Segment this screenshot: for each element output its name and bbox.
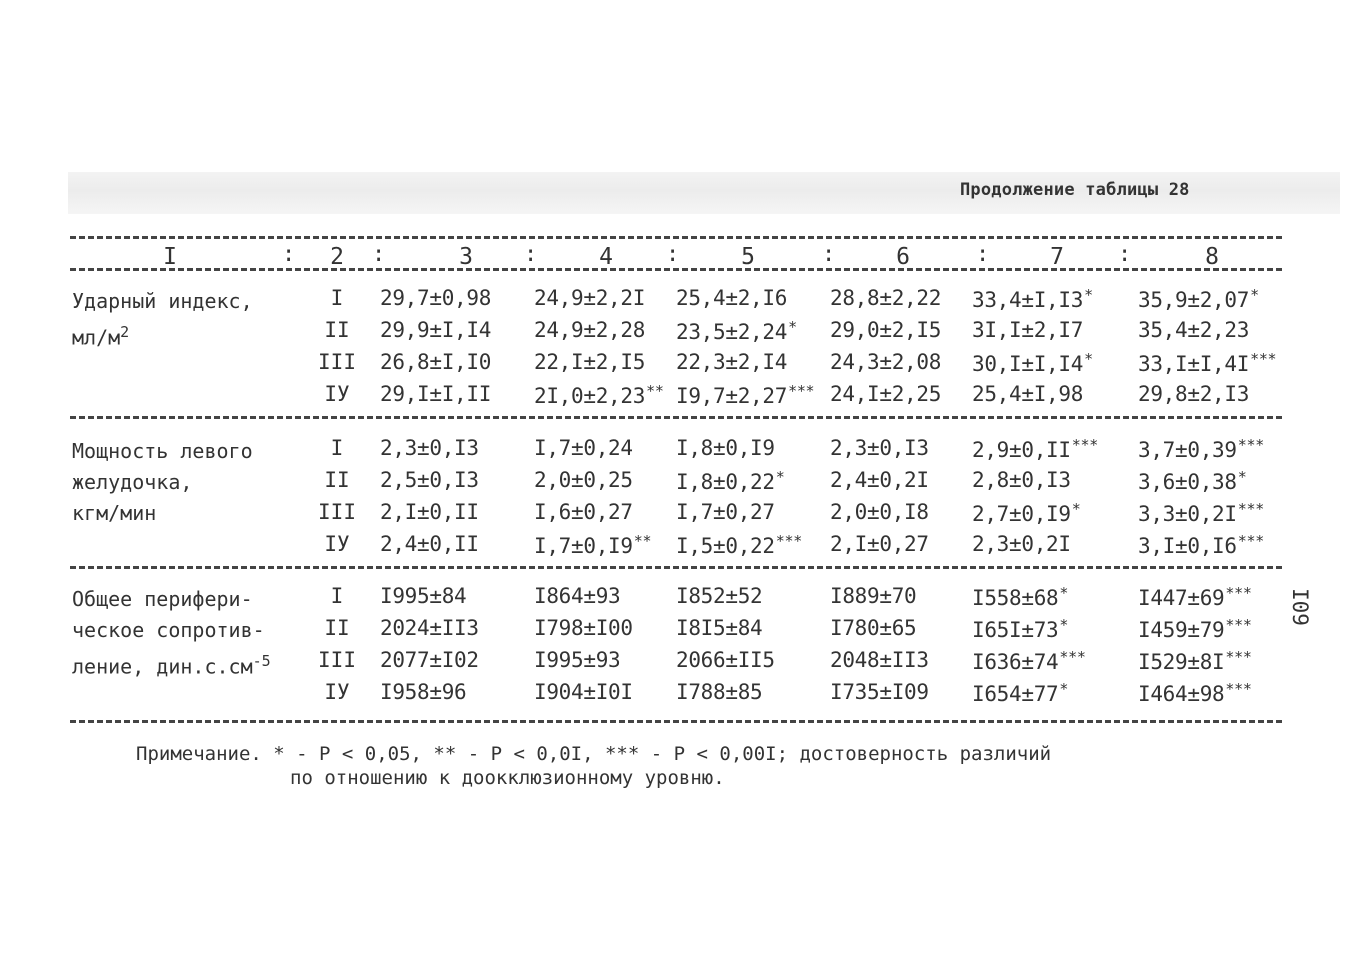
table-cell: I798±I00: [534, 616, 633, 640]
table-cell: 2066±II5: [676, 648, 775, 672]
table-cell: 2,0±0,25: [534, 468, 633, 492]
header-bottom-rule: [70, 268, 1282, 271]
page-number: I09: [1288, 588, 1312, 626]
table-cell: 22,I±2,I5: [534, 350, 646, 374]
table-cell: 2048±II3: [830, 648, 929, 672]
header-col-4: 4: [599, 244, 613, 270]
table-cell: I,8±0,I9: [676, 436, 775, 460]
table-cell: I,5±0,22***: [676, 532, 802, 558]
table-cell: 2,3±0,I3: [380, 436, 479, 460]
table-cell: 2,4±0,2I: [830, 468, 929, 492]
table-cell: I8I5±84: [676, 616, 763, 640]
table-cell: I,6±0,27: [534, 500, 633, 524]
table-cell: 2024±II3: [380, 616, 479, 640]
table-cell: 2077±I02: [380, 648, 479, 672]
table-cell: 22,3±2,I4: [676, 350, 788, 374]
table-caption: Продолжение таблицы 28: [960, 180, 1190, 200]
header-col-3: 3: [459, 244, 473, 270]
table-cell: 2,8±0,I3: [972, 468, 1071, 492]
header-separator: :: [372, 242, 386, 267]
table-cell: I889±70: [830, 584, 917, 608]
table-cell: 3,7±0,39***: [1138, 436, 1264, 462]
row-label-2: Мощность левого желудочка, кгм/мин: [72, 439, 253, 525]
table-cell: 2,5±0,I3: [380, 468, 479, 492]
table-cell: I636±74***: [972, 648, 1086, 674]
table-cell: 2I,0±2,23**: [534, 382, 664, 408]
header-col-2: 2: [330, 244, 344, 270]
group-label: II: [324, 468, 350, 492]
table-cell: 35,4±2,23: [1138, 318, 1250, 342]
table-cell: I558±68*: [972, 584, 1069, 610]
section-divider-2: [70, 566, 1282, 569]
table-cell: I,7±0,I9**: [534, 532, 652, 558]
header-col-5: 5: [741, 244, 755, 270]
table-cell: I788±85: [676, 680, 763, 704]
table-footnote: [136, 742, 1051, 790]
table-cell: I,7±0,27: [676, 500, 775, 524]
table-cell: I852±52: [676, 584, 763, 608]
table-cell: 26,8±I,I0: [380, 350, 492, 374]
table-cell: 30,I±I,I4*: [972, 350, 1093, 376]
table-cell: 3I,I±2,I7: [972, 318, 1084, 342]
table-cell: I447±69***: [1138, 584, 1252, 610]
header-col-1: I: [163, 244, 177, 270]
header-separator: :: [822, 242, 836, 267]
table-cell: 2,9±0,II***: [972, 436, 1098, 462]
row-label-3: Общее перифери- ческое сопротив- ление, $дин.с.см^{-5}$: [72, 587, 271, 679]
table-cell: 2,7±0,I9*: [972, 500, 1081, 526]
table-cell: 24,9±2,28: [534, 318, 646, 342]
table-cell: 2,3±0,2I: [972, 532, 1071, 556]
table-cell: I995±84: [380, 584, 467, 608]
group-label: I: [330, 286, 344, 310]
table-cell: 29,9±I,I4: [380, 318, 492, 342]
table-cell: 24,I±2,25: [830, 382, 942, 406]
table-cell: I,8±0,22*: [676, 468, 785, 494]
table-cell: I735±I09: [830, 680, 929, 704]
table-cell: 29,0±2,I5: [830, 318, 942, 342]
group-label: III: [318, 500, 356, 524]
footnote-line-2: по отношению к доокклюзионному уровню.: [290, 767, 725, 789]
group-label: I: [330, 436, 344, 460]
row-label-1: Ударный индекс, $мл/м^2$: [72, 289, 253, 350]
table-cell: I65I±73*: [972, 616, 1069, 642]
section-divider-1: [70, 416, 1282, 419]
table-cell: 24,3±2,08: [830, 350, 942, 374]
header-separator: :: [976, 242, 990, 267]
table-top-rule: [70, 236, 1282, 239]
table-cell: 33,4±I,I3*: [972, 286, 1093, 312]
table-cell: I995±93: [534, 648, 621, 672]
table-cell: 3,3±0,2I***: [1138, 500, 1264, 526]
table-cell: 29,7±0,98: [380, 286, 492, 310]
header-separator: :: [282, 242, 296, 267]
table-cell: 35,9±2,07*: [1138, 286, 1259, 312]
table-cell: I464±98***: [1138, 680, 1252, 706]
group-label: III: [318, 648, 356, 672]
table-cell: 28,8±2,22: [830, 286, 942, 310]
table-cell: 23,5±2,24*: [676, 318, 797, 344]
header-col-7: 7: [1050, 244, 1064, 270]
table-cell: I864±93: [534, 584, 621, 608]
header-col-6: 6: [896, 244, 910, 270]
table-cell: I958±96: [380, 680, 467, 704]
table-cell: 3,6±0,38*: [1138, 468, 1247, 494]
table-cell: 2,I±0,II: [380, 500, 479, 524]
table-cell: 25,4±2,I6: [676, 286, 788, 310]
group-label: IУ: [324, 382, 350, 406]
table-bottom-rule: [70, 720, 1282, 723]
table-cell: 2,4±0,II: [380, 532, 479, 556]
table-cell: I,7±0,24: [534, 436, 633, 460]
table-cell: I529±8I***: [1138, 648, 1252, 674]
table-cell: 2,I±0,27: [830, 532, 929, 556]
footnote-line-1: Примечание. * - P < 0,05, ** - P < 0,0I, *** - P < 0,00I; достоверность различий: [136, 743, 1052, 765]
table-cell: I904±I0I: [534, 680, 633, 704]
group-label: IУ: [324, 532, 350, 556]
table-cell: 2,3±0,I3: [830, 436, 929, 460]
table-cell: I654±77*: [972, 680, 1069, 706]
header-separator: :: [524, 242, 538, 267]
group-label: I: [330, 584, 344, 608]
header-col-8: 8: [1205, 244, 1219, 270]
table-cell: 3,I±0,I6***: [1138, 532, 1264, 558]
table-cell: 24,9±2,2I: [534, 286, 646, 310]
table-cell: 29,I±I,II: [380, 382, 492, 406]
table-cell: I459±79***: [1138, 616, 1252, 642]
table-cell: 33,I±I,4I***: [1138, 350, 1277, 376]
group-label: III: [318, 350, 356, 374]
table-cell: 25,4±I,98: [972, 382, 1084, 406]
header-separator: :: [1118, 242, 1132, 267]
group-label: IУ: [324, 680, 350, 704]
group-label: II: [324, 616, 350, 640]
header-separator: :: [666, 242, 680, 267]
group-label: II: [324, 318, 350, 342]
table-cell: I780±65: [830, 616, 917, 640]
table-cell: I9,7±2,27***: [676, 382, 815, 408]
table-cell: 29,8±2,I3: [1138, 382, 1250, 406]
table-cell: 2,0±0,I8: [830, 500, 929, 524]
